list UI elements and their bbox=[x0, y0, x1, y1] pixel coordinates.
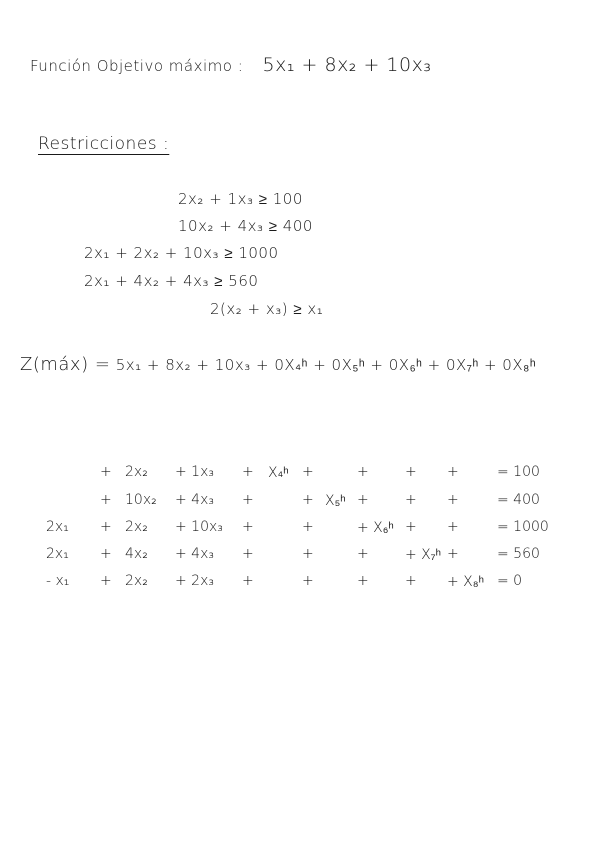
table-cell: + bbox=[242, 492, 254, 508]
table-cell: + bbox=[242, 519, 254, 535]
table-cell: 2x₁ bbox=[46, 546, 69, 562]
table-cell: + bbox=[447, 546, 459, 562]
restrictions-heading: Restricciones : bbox=[38, 134, 170, 154]
table-cell: + bbox=[447, 492, 459, 508]
table-cell: = 1000 bbox=[497, 519, 549, 535]
table-cell: = 560 bbox=[497, 546, 540, 562]
restriction-2: 10x₂ + 4x₃ ≥ 400 bbox=[178, 217, 313, 235]
table-cell: 2x₂ bbox=[125, 573, 148, 589]
table-cell: + bbox=[405, 492, 417, 508]
table-cell: X₄ʰ bbox=[268, 465, 289, 481]
table-cell: + bbox=[302, 573, 314, 589]
restriction-4: 2x₁ + 4x₂ + 4x₃ ≥ 560 bbox=[84, 272, 259, 290]
table-cell: 2x₁ bbox=[46, 519, 69, 535]
table-cell: 2x₂ bbox=[125, 464, 148, 480]
objective-function bbox=[30, 54, 431, 76]
table-cell: + X₆ʰ bbox=[357, 520, 394, 536]
zmax-equation bbox=[20, 354, 536, 375]
table-cell: + bbox=[357, 492, 369, 508]
table-cell: + X₇ʰ bbox=[405, 547, 441, 563]
objective-label: Función Objetivo máximo : bbox=[30, 57, 244, 75]
table-cell: + bbox=[100, 492, 112, 508]
table-cell: + bbox=[242, 464, 254, 480]
table-cell: + 4x₃ bbox=[175, 546, 214, 562]
table-cell: + bbox=[447, 464, 459, 480]
table-cell: + bbox=[357, 464, 369, 480]
table-cell: + bbox=[242, 546, 254, 562]
table-cell: + bbox=[447, 519, 459, 535]
table-cell: + X₈ʰ bbox=[447, 574, 484, 590]
table-cell: + bbox=[100, 546, 112, 562]
table-cell: + 10x₃ bbox=[175, 519, 223, 535]
table-cell: 4x₂ bbox=[125, 546, 148, 562]
objective-expression: 5x₁ + 8x₂ + 10x₃ bbox=[262, 54, 432, 76]
table-cell: = 100 bbox=[497, 464, 540, 480]
table-cell: + 2x₃ bbox=[175, 573, 214, 589]
table-cell: 10x₂ bbox=[125, 492, 157, 508]
table-cell: + bbox=[357, 573, 369, 589]
table-cell: = 0 bbox=[497, 573, 523, 589]
table-cell: + bbox=[302, 546, 314, 562]
table-cell: + 4x₃ bbox=[175, 492, 214, 508]
table-cell: + bbox=[100, 464, 112, 480]
table-cell: + bbox=[405, 519, 417, 535]
restriction-5: 2(x₂ + x₃) ≥ x₁ bbox=[210, 300, 324, 318]
zmax-expression: 5x₁ + 8x₂ + 10x₃ + 0X₄ʰ + 0X₅ʰ + 0X₆ʰ + 0X₇ʰ + 0X₈ʰ bbox=[115, 356, 537, 374]
table-cell: + bbox=[302, 492, 314, 508]
table-cell: + bbox=[357, 546, 369, 562]
table-cell: - x₁ bbox=[46, 573, 70, 589]
table-cell: + bbox=[100, 573, 112, 589]
table-cell: + bbox=[405, 464, 417, 480]
table-cell: + bbox=[302, 464, 314, 480]
table-cell: + bbox=[100, 519, 112, 535]
table-cell: + bbox=[242, 573, 254, 589]
table-cell: + bbox=[405, 573, 417, 589]
restriction-1: 2x₂ + 1x₃ ≥ 100 bbox=[178, 190, 303, 208]
zmax-label: Z(máx) = bbox=[20, 354, 111, 375]
table-cell: + 1x₃ bbox=[175, 464, 214, 480]
table-cell: 2x₂ bbox=[125, 519, 148, 535]
table-cell: + bbox=[302, 519, 314, 535]
table-cell: = 400 bbox=[497, 492, 540, 508]
restriction-3: 2x₁ + 2x₂ + 10x₃ ≥ 1000 bbox=[84, 244, 279, 262]
table-cell: X₅ʰ bbox=[325, 493, 346, 509]
